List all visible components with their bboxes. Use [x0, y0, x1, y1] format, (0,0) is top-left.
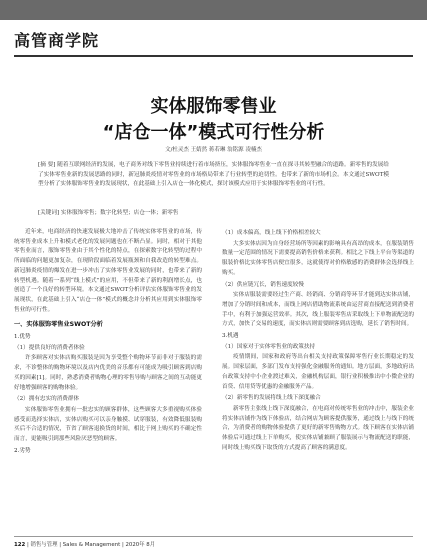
- right-point-heading: （2）供应链冗长，销售速度较慢: [222, 281, 304, 288]
- right-body-paragraph: 新零售主张线上线下深度融合，在电商对传统零售业的冲击中，服装企业将实体店铺作为线下体验店，结合网店为顾客提供服务，通过线上与线下的统合，为消费者的购物体验提供了更好的新零售购物方式。线下顾客在实体店铺体验后可通过线上下单购买，使实体店铺兼顾了服装展示与物流配送的职能，同时线上购买线下取货的方式提高了顾客的满意度。: [222, 405, 414, 451]
- right-point-heading: （1）成本偏高，线上线下价格相差较大: [222, 230, 321, 236]
- left-subsection-heading: 1.优势: [14, 334, 31, 341]
- right-body-paragraph: 大多实体店因为自身经营场所等因素的影响具有高昂的成本，在服装销售数量一定范围的情况下需要提高销售价格来获利。相比之下线上平台等渠道的服装价格比实体零售店便宜很多，这就使得对价格敏感的消费群体会选择线上购买。: [222, 240, 414, 276]
- article-title-line2: “店仓一体”模式可行性分析: [102, 122, 325, 143]
- left-body-paragraph: 许多顾客对实体店购买服装是因为享受整个购物环节而非对于服装的需求，不诊整体的购物环境以及店内优美的音乐都有可能成为吸引顾客到店购买的因素[1]。同时，熟悉消费者购物心理的零售导购与顾客之间的互动能更好地增强顾客的购物体验。: [14, 355, 202, 391]
- header-bar: [0, 0, 427, 20]
- footer: [14, 540, 155, 548]
- article-title-line1: 实体服饰零售业: [150, 96, 277, 117]
- footer-divider: [14, 536, 413, 537]
- right-point-heading: （1）国家对于实体零售业的政策扶持: [222, 343, 316, 350]
- header-divider: [14, 55, 413, 57]
- left-point-heading: （1）提供良好的消费者体验: [14, 344, 85, 351]
- journal-name-en: Sales & Management: [62, 542, 121, 548]
- abstract: [摘 要] 随着互联网经济的发展，电子商务对线下零售业持续进行着市场挤压，实体服饰零售业一直在探寻其转型融合的道路。新零售的发展给了实体零售业新的发展思路的同时，新冠肺炎疫情对零售业的市场格局带来了行业转型的迫切性。也带来了新的市场机会。本文通过SWOT模型分析了实体服饰零售业的发展现状，在此基础上引入店仓一体化模式，探讨该模式应用于实体服饰零售业的可行性。: [38, 162, 389, 188]
- page-number: 122: [14, 542, 26, 548]
- left-body-paragraph: 近年来，电商经济的快速发展极大地冲击了传统实体零售业的市场，传统零售业成本上升和模式老化的发展问题也在不断凸显。同时，相对于其他零售业而言，服饰零售业由于其个性化的特点，在探索数字化转型的过程中所面临的问题更加复杂，在现阶段面临着发展瓶颈和自我改造的转型难点。新冠肺炎疫情的爆发在进一步冲击了实体零售业发展的同时，也带来了新的转型机遇。随着一系列“线上模式”的应用，不但带来了新的利润增长点，也创造了一个良好的转型环境。本文通过SWOT分析评估实体服饰零售业的发展现状，在此基础上引入“店仓一体”模式的概念并分析其应用到实体服饰零售业的可行性。: [14, 229, 202, 313]
- right-body-paragraph: 实体店服装需要经过生产商、经销商、分销商等环节才能到达实体店铺，增加了分销时间和成本，而线上网店借助物流系统由运营商直接配送到消费者手中，有利于加强运营效率。其次，线上服装零售店采取线上下单物流配送的方式，加快了交易的速度，而实体店则需要顾客到店选购，延长了销售时间。: [222, 292, 414, 328]
- left-point-heading: （2）拥有忠实的消费群体: [14, 396, 80, 403]
- journal-name: 销售与管理: [30, 542, 58, 548]
- section-name: 高管商学院: [14, 31, 100, 50]
- right-subsection-heading: 3.机遇: [222, 333, 239, 340]
- authors: 文/杜灵杰 王婧然 蒋若琳 翁铭源 凌楠杰: [165, 147, 262, 153]
- right-point-heading: （2）新零售的发展将线上线下深度融合: [222, 395, 321, 402]
- right-body-paragraph: 疫情期间，国家和政府等出台相关支持政策保障零售行业长期稳定的发展。国家层面，多部门发布支持强化金融服务的通知。地方层面，多地政府出台政策支持中小企业渡过难关，金融机构层面，银行业积极推出中小微企业的首贷、信用贷等优惠的金融服务产品。: [222, 354, 414, 390]
- left-subsection-heading: 2.劣势: [14, 447, 31, 454]
- left-body-paragraph: 实体服饰零售业拥有一批忠实的顾客群体，这些顾客大多重视购买体验感受而选择实体店，实体店购买可以亲身触摸、试穿服装，有效降低服装购买后不合适的情况，节省了顾客退换货的时间，相比于网上购买的不确定性而言，更能吸引到那些风险厌恶型的顾客。: [14, 406, 202, 443]
- left-section-heading: 一、实体服饰零售业SWOT分析: [14, 321, 103, 329]
- footer-sep: |: [121, 542, 126, 548]
- footer-sep: |: [59, 542, 63, 548]
- issue-date: 2020年 8月: [125, 542, 156, 548]
- footer-sep: |: [26, 542, 31, 548]
- right-column: [222, 228, 414, 455]
- keywords: [关键词] 实体服饰零售；数字化转型；店仓一体；新零售: [38, 210, 179, 216]
- left-column: [14, 228, 202, 457]
